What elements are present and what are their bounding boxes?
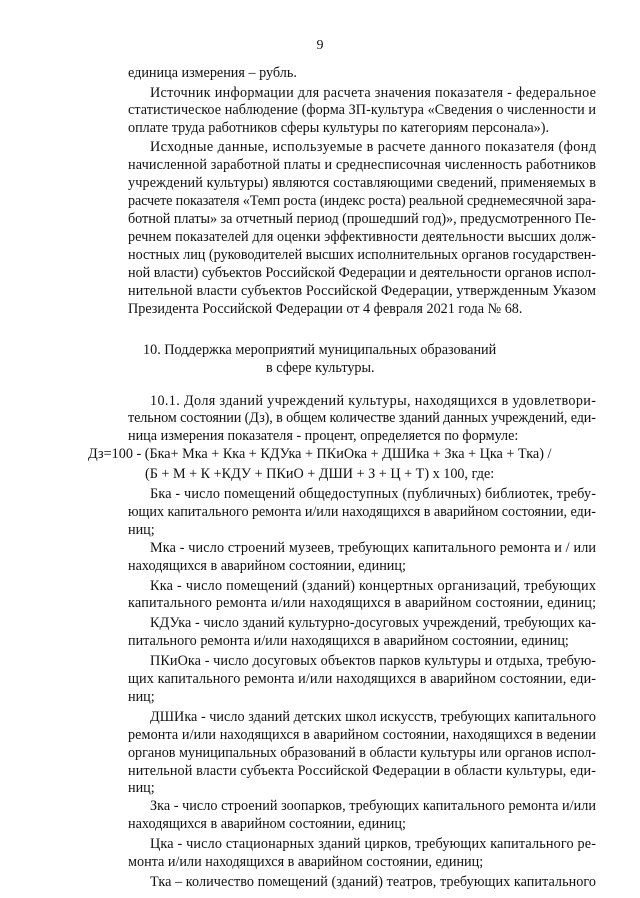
text-line: КДУка - число зданий культурно-досуговых учреждений, требующих ка- <box>150 615 597 631</box>
text-line: статистическое наблюдение (форма ЗП-культура «Сведения о численности и <box>128 102 597 118</box>
text-line: расчете показателя «Темп роста (индекс роста) реальной среднемесячной зара- <box>128 193 596 209</box>
text-line: питального ремонта и/или находящихся в аварийном состоянии, единиц; <box>128 633 569 649</box>
text-line: Цка - число стационарных зданий цирков, требующих капитального ре- <box>150 836 597 852</box>
text-line: ница измерения показателя - процент, определяется по формуле: <box>128 428 519 444</box>
text-line: ПКиОка - число досуговых объектов парков культуры и отдыха, требую- <box>150 653 597 669</box>
text-line: ниц; <box>128 780 155 796</box>
text-line: органов муниципальных образований в области культуры или органов испол- <box>128 745 596 761</box>
text-line: ботной платы» за отчетный период (прошедший год)», предусмотренного Пе- <box>128 211 596 227</box>
text-line: Зка - число строений зоопарков, требующих капитального ремонта и/или <box>150 798 597 814</box>
text-line: ДШИка - число зданий детских школ искусств, требующих капитального <box>150 709 597 725</box>
text-line: ниц; <box>128 689 155 705</box>
text-line: щих капитального ремонта и/или находящихся в аварийном состоянии, еди- <box>128 671 597 687</box>
text-line: находящихся в аварийном состоянии, единиц; <box>128 558 406 574</box>
text-line: учреждений культуры) являются составляющими сведений, применяемых в <box>128 175 597 191</box>
text-line: находящихся в аварийном состоянии, единиц; <box>128 816 406 832</box>
text-line: ремонта и/или находящихся в аварийном состоянии, находящихся в ведении <box>128 727 597 743</box>
text-line: ющих капитального ремонта и/или находящихся в аварийном состоянии, еди- <box>128 504 596 520</box>
text-line: 10.1. Доля зданий учреждений культуры, находящихся в удовлетвори- <box>150 393 597 409</box>
page-number: 9 <box>316 38 324 53</box>
text-line: Кка - число помещений (зданий) концертных организаций, требующих <box>150 578 597 594</box>
text-line: начисленной заработной платы и среднесписочная численность работников <box>128 157 597 173</box>
text-line: в сфере культуры. <box>266 360 375 376</box>
text-line: Дз=100 - (Бка+ Мка + Кка + КДУка + ПКиОка + ДШИка + Зка + Цка + Тка) / <box>88 446 552 462</box>
text-line: ностных лиц (руководителей высших исполнительных органов государствен- <box>128 247 596 263</box>
text-line: Тка – количество помещений (зданий) театров, требующих капитального <box>150 874 597 890</box>
text-line: тельном состоянии (Дз), в общем количестве зданий данных учреждений, еди- <box>128 410 596 426</box>
text-line: нительной власти субъектов Российской Федерации, утвержденным Указом <box>128 283 597 299</box>
text-line: Мка - число строений музеев, требующих капитального ремонта и / или <box>150 540 597 556</box>
text-line: монта и/или находящихся в аварийном состоянии, единиц; <box>128 854 484 870</box>
text-line: Исходные данные, используемые в расчете данного показателя (фонд <box>150 139 597 155</box>
text-line: Бка - число помещений общедоступных (публичных) библиотек, требу- <box>150 486 597 502</box>
text-line: 10. Поддержка мероприятий муниципальных образований <box>143 342 497 358</box>
text-line: ниц; <box>128 522 155 538</box>
text-line: единица измерения – рубль. <box>128 65 297 81</box>
text-line: капитального ремонта и/или находящихся в аварийном состоянии, единиц; <box>128 595 597 611</box>
text-line: ной власти) субъектов Российской Федерации и деятельности органов испол- <box>128 265 596 281</box>
text-line: Президента Российской Федерации от 4 февраля 2021 года № 68. <box>128 301 523 317</box>
text-line: нительной власти субъекта Российской Федерации в области культуры, еди- <box>128 763 597 779</box>
text-line: (Б + М + К +КДУ + ПКиО + ДШИ + З + Ц + Т) х 100, где: <box>145 466 495 482</box>
text-line: Источник информации для расчета значения показателя - федеральное <box>150 85 597 101</box>
text-line: оплате труда работников сферы культуры по категориям персонала»). <box>128 120 550 136</box>
text-line: речнем показателей для оценки эффективности деятельности высших долж- <box>128 229 597 245</box>
